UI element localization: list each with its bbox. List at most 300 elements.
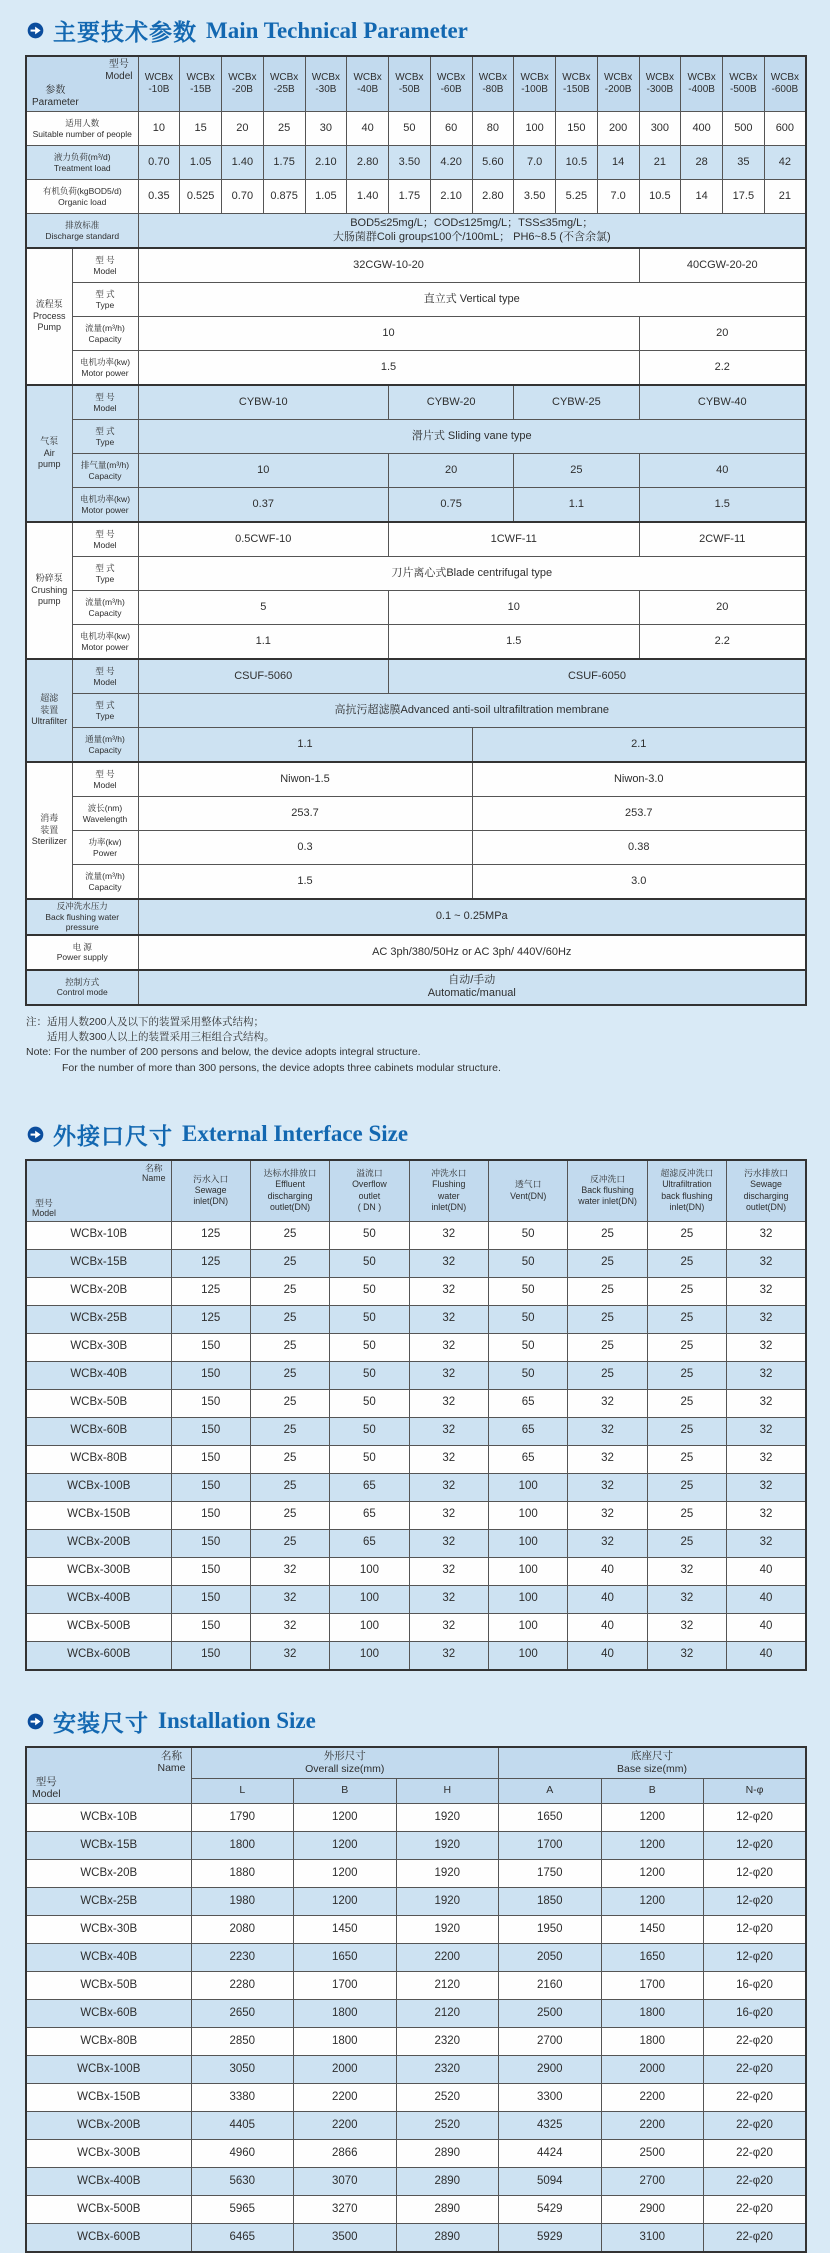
table-cell: 65 [489,1445,568,1473]
table-row [26,1613,806,1641]
table-cell: 25 [250,1529,329,1557]
table-row [26,146,806,180]
corner-label-bottom: 参数 Parameter [32,85,79,108]
table-cell: 1.75 [263,146,305,180]
table-row [26,797,806,831]
section-header-installation-size [27,1705,805,1738]
table-cell: B [601,1779,704,1804]
table-cell: 1800 [191,1832,294,1860]
table-cell: 50 [330,1389,409,1417]
table-cell: 25 [250,1389,329,1417]
table-cell: 32 [250,1613,329,1641]
table-cell: 3.0 [472,865,806,900]
circle-right-arrow-icon [27,1126,44,1143]
table-cell: 28 [681,146,723,180]
table-cell: 25 [647,1333,726,1361]
table-cell: 5630 [191,2168,294,2196]
table-cell: 2.2 [639,625,806,660]
table-cell: 1800 [294,2000,397,2028]
section-header-main-technical-parameter [27,14,805,47]
table-row [26,2084,806,2112]
table-cell: WCBx -50B [389,56,431,112]
table-cell: 150 [171,1445,250,1473]
table-cell: 32 [409,1333,488,1361]
corner-label-bottom: 型号 Model [32,1775,61,1801]
table-cell: 22-φ20 [704,2168,807,2196]
corner-cell [26,1747,191,1804]
table-cell: 25 [263,112,305,146]
table-cell: 2890 [396,2196,499,2224]
table-cell: 适用人数 Suitable number of people [26,112,138,146]
table-cell: 40 [727,1641,806,1670]
table-cell: 25 [647,1277,726,1305]
section-title-en: Main Technical Parameter [206,17,468,43]
table-cell: 溢流口 Overflow outlet ( DN ) [330,1160,409,1222]
table-cell: 60 [430,112,472,146]
table-cell: 型 号 Model [72,248,138,283]
table-cell: 50 [489,1221,568,1249]
table-cell: 25 [514,454,639,488]
table-cell: 40 [727,1613,806,1641]
table-cell: 32 [409,1501,488,1529]
table-row [26,1305,806,1333]
table-cell: 2050 [499,1944,602,1972]
table-cell: 3300 [499,2084,602,2112]
table-row [26,591,806,625]
table-row [26,112,806,146]
table-cell: 2.80 [472,180,514,214]
table-cell: 型 式 Type [72,694,138,728]
table-cell: 3050 [191,2056,294,2084]
table-cell: WCBx-400B [26,2168,191,2196]
table-cell: 200 [597,112,639,146]
table-cell: WCBx-150B [26,2084,191,2112]
table-cell: 1880 [191,1860,294,1888]
table-cell: 1200 [294,1860,397,1888]
table-cell: 1800 [601,2000,704,2028]
table-cell: 型 号 Model [72,522,138,557]
table-cell: 2200 [294,2112,397,2140]
table-cell: 1.05 [180,146,222,180]
table-cell: WCBx -500B [723,56,765,112]
table-cell: WCBx-500B [26,2196,191,2224]
table-cell: 150 [171,1585,250,1613]
table-cell: WCBx -100B [514,56,556,112]
table-row [26,694,806,728]
table-cell: 100 [330,1613,409,1641]
table-cell: 25 [250,1417,329,1445]
table-cell: 32 [250,1557,329,1585]
table-cell: 32 [409,1221,488,1249]
table-row [26,2196,806,2224]
table-cell: 3.50 [514,180,556,214]
table-cell: 有机负荷(kgBOD5/d) Organic load [26,180,138,214]
table-cell: 10 [138,112,180,146]
table-row [26,2224,806,2253]
table-cell: 5.25 [556,180,598,214]
table-cell: 1.40 [222,146,264,180]
table-cell: 32 [409,1473,488,1501]
table-cell: 100 [489,1473,568,1501]
table-row [26,2112,806,2140]
table-cell: 25 [647,1249,726,1277]
table-cell: 2.10 [305,146,347,180]
table-cell: 32 [250,1585,329,1613]
table-cell: 反冲洗水压力 Back flushing water pressure [26,899,138,935]
table-cell: 达标水排放口 Effluent discharging outlet(DN) [250,1160,329,1222]
table-cell: 2.10 [430,180,472,214]
table-cell: 65 [489,1389,568,1417]
table-row [26,522,806,557]
table-cell: 1800 [601,2028,704,2056]
table-cell: 400 [681,112,723,146]
table-cell: 50 [489,1333,568,1361]
table-row [26,1747,806,1779]
table-cell: 1200 [601,1804,704,1832]
table-cell: 1850 [499,1888,602,1916]
table-cell: 超滤 装置 Ultrafilter [26,659,72,762]
table-cell: 3.50 [389,146,431,180]
table-row [26,1641,806,1670]
table-cell: 32 [727,1305,806,1333]
table-cell: 25 [568,1305,647,1333]
note-line-en-1: Note: For the number of 200 persons and below, the device adopts integral structure. [26,1046,421,1059]
table-cell: 32 [568,1473,647,1501]
table-cell: 2120 [396,2000,499,2028]
table-cell: WCBx -400B [681,56,723,112]
table-cell: CSUF-5060 [138,659,389,694]
table-cell: 7.0 [514,146,556,180]
table-cell: WCBx-25B [26,1888,191,1916]
table-cell: 2650 [191,2000,294,2028]
table-cell: WCBx-600B [26,1641,171,1670]
table-cell: 消毒 装置 Sterilizer [26,762,72,899]
table-cell: 21 [639,146,681,180]
table-cell: 7.0 [597,180,639,214]
table-cell: 32 [568,1417,647,1445]
table-cell: 22-φ20 [704,2224,807,2253]
corner-cell [26,1160,171,1222]
table-cell: 6465 [191,2224,294,2253]
table-cell: 150 [171,1529,250,1557]
table-cell: 35 [723,146,765,180]
table-cell: 14 [681,180,723,214]
table-cell: CYBW-10 [138,385,389,420]
section-title-en: External Interface Size [182,1121,409,1147]
table-cell: 0.3 [138,831,472,865]
table-cell: 12-φ20 [704,1832,807,1860]
table-cell: WCBx -25B [263,56,305,112]
table-cell: WCBx -300B [639,56,681,112]
table-cell: 2230 [191,1944,294,1972]
table-cell: 50 [389,112,431,146]
table-cell: 1.1 [138,625,389,660]
table-cell: 16-φ20 [704,1972,807,2000]
table-cell: L [191,1779,294,1804]
table-cell: 150 [171,1361,250,1389]
table-row [26,248,806,283]
table-cell: 32 [409,1389,488,1417]
table-cell: 22-φ20 [704,2056,807,2084]
table-cell: 2500 [499,2000,602,2028]
table-cell: WCBx-10B [26,1804,191,1832]
table-cell: 32 [647,1585,726,1613]
table-row [26,625,806,660]
table-cell: 25 [647,1445,726,1473]
table-cell: 32 [409,1641,488,1670]
table-cell: 5 [138,591,389,625]
table-cell: 65 [489,1417,568,1445]
table-cell: 4.20 [430,146,472,180]
table-row [26,1557,806,1585]
note-line-zh-2: 适用人数300人以上的装置采用三柜组合式结构。 [47,1031,275,1044]
table-cell: 0.70 [222,180,264,214]
table-cell: 50 [489,1361,568,1389]
table-cell: WCBx -20B [222,56,264,112]
table-cell: CYBW-40 [639,385,806,420]
table-row [26,1333,806,1361]
table-cell: 2900 [601,2196,704,2224]
table-cell: 32 [647,1613,726,1641]
table-cell: 65 [330,1501,409,1529]
table-cell: 型 号 Model [72,385,138,420]
table-cell: 1200 [601,1860,704,1888]
table-cell: 125 [171,1277,250,1305]
table-cell: 32 [409,1249,488,1277]
table-cell: 32 [409,1305,488,1333]
table-row [26,1944,806,1972]
table-cell: Niwon-1.5 [138,762,472,797]
table-cell: 30 [305,112,347,146]
main-technical-parameter-table [25,55,807,1006]
corner-label-top: 型号 Model [105,59,133,82]
table-cell: BOD5≤25mg/L；COD≤125mg/L；TSS≤35mg/L； 大肠菌群Coli group≤100个/100mL； PH6~8.5 (不含余氯) [138,214,806,249]
table-cell: 1.75 [389,180,431,214]
table-cell: 100 [330,1557,409,1585]
table-cell: 25 [647,1417,726,1445]
table-cell: 12-φ20 [704,1916,807,1944]
table-cell: 100 [489,1585,568,1613]
table-cell: 2200 [601,2084,704,2112]
table-cell: WCBx-30B [26,1916,191,1944]
table-cell: 流量(m³/h) Capacity [72,317,138,351]
table-cell: 透气口 Vent(DN) [489,1160,568,1222]
table-cell: 1CWF-11 [389,522,640,557]
section-title-zh: 外接口尺寸 [53,1123,173,1149]
table-cell: 125 [171,1249,250,1277]
table-cell: 1.1 [138,728,472,763]
table-cell: 2850 [191,2028,294,2056]
table-cell: 150 [171,1473,250,1501]
table-cell: 32 [647,1557,726,1585]
table-cell: WCBx -40B [347,56,389,112]
table-cell: WCBx-100B [26,2056,191,2084]
table-cell: A [499,1779,602,1804]
table-cell: WCBx-200B [26,2112,191,2140]
table-cell: 32 [727,1221,806,1249]
table-cell: 型 号 Model [72,762,138,797]
table-cell: 32 [409,1529,488,1557]
table-cell: 32 [568,1501,647,1529]
table-cell: 32 [647,1641,726,1670]
table-cell: 1920 [396,1888,499,1916]
table-cell: 40 [347,112,389,146]
table-cell: 32 [409,1613,488,1641]
table-cell: 25 [647,1501,726,1529]
table-cell: 4325 [499,2112,602,2140]
table-cell: WCBx-50B [26,1389,171,1417]
table-cell: 1650 [601,1944,704,1972]
table-cell: 1.05 [305,180,347,214]
table-row [26,1160,806,1222]
table-cell: WCBx-300B [26,1557,171,1585]
table-cell: 50 [330,1249,409,1277]
table-cell: 1920 [396,1860,499,1888]
table-row [26,2056,806,2084]
table-cell: CYBW-20 [389,385,514,420]
table-cell: 反冲洗口 Back flushing water inlet(DN) [568,1160,647,1222]
table-cell: 0.35 [138,180,180,214]
table-cell: 500 [723,112,765,146]
table-cell: 25 [647,1305,726,1333]
table-row [26,2168,806,2196]
table-cell: 型 式 Type [72,283,138,317]
table-cell: 100 [489,1641,568,1670]
table-row [26,1361,806,1389]
table-cell: 3100 [601,2224,704,2253]
table-row [26,351,806,386]
table-cell: 100 [489,1529,568,1557]
table-cell: 1200 [601,1888,704,1916]
table-cell: 100 [489,1501,568,1529]
table-cell: 32 [568,1529,647,1557]
table-cell: WCBx-60B [26,2000,191,2028]
table-cell: WCBx-40B [26,1944,191,1972]
table-cell: WCBx -10B [138,56,180,112]
table-cell: 20 [639,591,806,625]
table-cell: 1700 [294,1972,397,2000]
section-title-zh: 安装尺寸 [53,1710,149,1736]
table-cell: 22-φ20 [704,2196,807,2224]
table-cell: WCBx -15B [180,56,222,112]
table-cell: 2080 [191,1916,294,1944]
table-cell: 3380 [191,2084,294,2112]
note-line-en-2: For the number of more than 300 persons, the device adopts three cabinets modular structure. [62,1061,501,1074]
table-cell: 1950 [499,1916,602,1944]
table-cell: 65 [330,1529,409,1557]
section-header-external-interface-size [27,1118,805,1151]
table-row [26,1445,806,1473]
table-cell: 40 [568,1557,647,1585]
table-cell: 粉碎泵 Crushing pump [26,522,72,659]
table-cell: 40 [568,1613,647,1641]
table-row [26,728,806,763]
table-cell: 253.7 [138,797,472,831]
table-cell: WCBx -30B [305,56,347,112]
table-cell: 20 [222,112,264,146]
table-row [26,2000,806,2028]
table-cell: 25 [250,1305,329,1333]
table-cell: 12-φ20 [704,1944,807,1972]
table-cell: 0.37 [138,488,389,523]
table-cell: 2.80 [347,146,389,180]
section-title-en: Installation Size [158,1708,316,1734]
table-cell: 32 [727,1473,806,1501]
table-cell: 32 [727,1277,806,1305]
table-row [26,1529,806,1557]
table-cell: WCBx-60B [26,1417,171,1445]
table-cell: WCBx-15B [26,1249,171,1277]
table-cell: 冲洗水口 Flushing water inlet(DN) [409,1160,488,1222]
table-cell: WCBx-600B [26,2224,191,2253]
table-cell: 2700 [499,2028,602,2056]
table-cell: 2200 [601,2112,704,2140]
table-cell: 22-φ20 [704,2084,807,2112]
table-cell: 流程泵 Process Pump [26,248,72,385]
note-line-zh-1: 注：适用人数200人及以下的装置采用整体式结构； [26,1015,265,1028]
table-cell: 15 [180,112,222,146]
table-cell: WCBx-200B [26,1529,171,1557]
table-cell: WCBx-20B [26,1860,191,1888]
table-cell: 2120 [396,1972,499,2000]
table-cell: 253.7 [472,797,806,831]
table-cell: 2000 [601,2056,704,2084]
table-cell: 功率(kw) Power [72,831,138,865]
table-cell: 5.60 [472,146,514,180]
table-cell: 150 [171,1501,250,1529]
table-cell: 0.70 [138,146,180,180]
table-cell: 2900 [499,2056,602,2084]
table-cell: 电机功率(kw) Motor power [72,488,138,523]
table-row [26,831,806,865]
table-cell: 1.5 [389,625,640,660]
table-row [26,970,806,1005]
table-cell: 125 [171,1221,250,1249]
table-cell: 22-φ20 [704,2140,807,2168]
table-cell: 12-φ20 [704,1860,807,1888]
table-cell: 22-φ20 [704,2112,807,2140]
table-cell: 2160 [499,1972,602,2000]
table-cell: 2700 [601,2168,704,2196]
table-cell: 1800 [294,2028,397,2056]
corner-label-bottom: 型号 Model [32,1197,56,1219]
table-cell: 底座尺寸 Base size(mm) [499,1747,807,1779]
table-cell: 高抗污超滤膜Advanced anti-soil ultrafiltration membrane [138,694,806,728]
table-cell: 32 [568,1445,647,1473]
table-row [26,935,806,970]
table-cell: 32 [727,1333,806,1361]
table-cell: 100 [489,1613,568,1641]
table-cell: 1920 [396,1832,499,1860]
table-cell: 0.525 [180,180,222,214]
table-cell: 50 [489,1249,568,1277]
table-cell: WCBx -200B [597,56,639,112]
table-cell: B [294,1779,397,1804]
table-cell: 电 源 Power supply [26,935,138,970]
table-row [26,1501,806,1529]
table-cell: 25 [250,1333,329,1361]
table-row [26,899,806,935]
table-cell: N-φ [704,1779,807,1804]
table-row [26,56,806,112]
table-cell: 4960 [191,2140,294,2168]
table-cell: 25 [250,1221,329,1249]
table-cell: 10 [138,454,389,488]
table-cell: 1200 [294,1804,397,1832]
table-cell: 流量(m³/h) Capacity [72,591,138,625]
table-notes [26,1015,805,1076]
table-cell: 40 [639,454,806,488]
